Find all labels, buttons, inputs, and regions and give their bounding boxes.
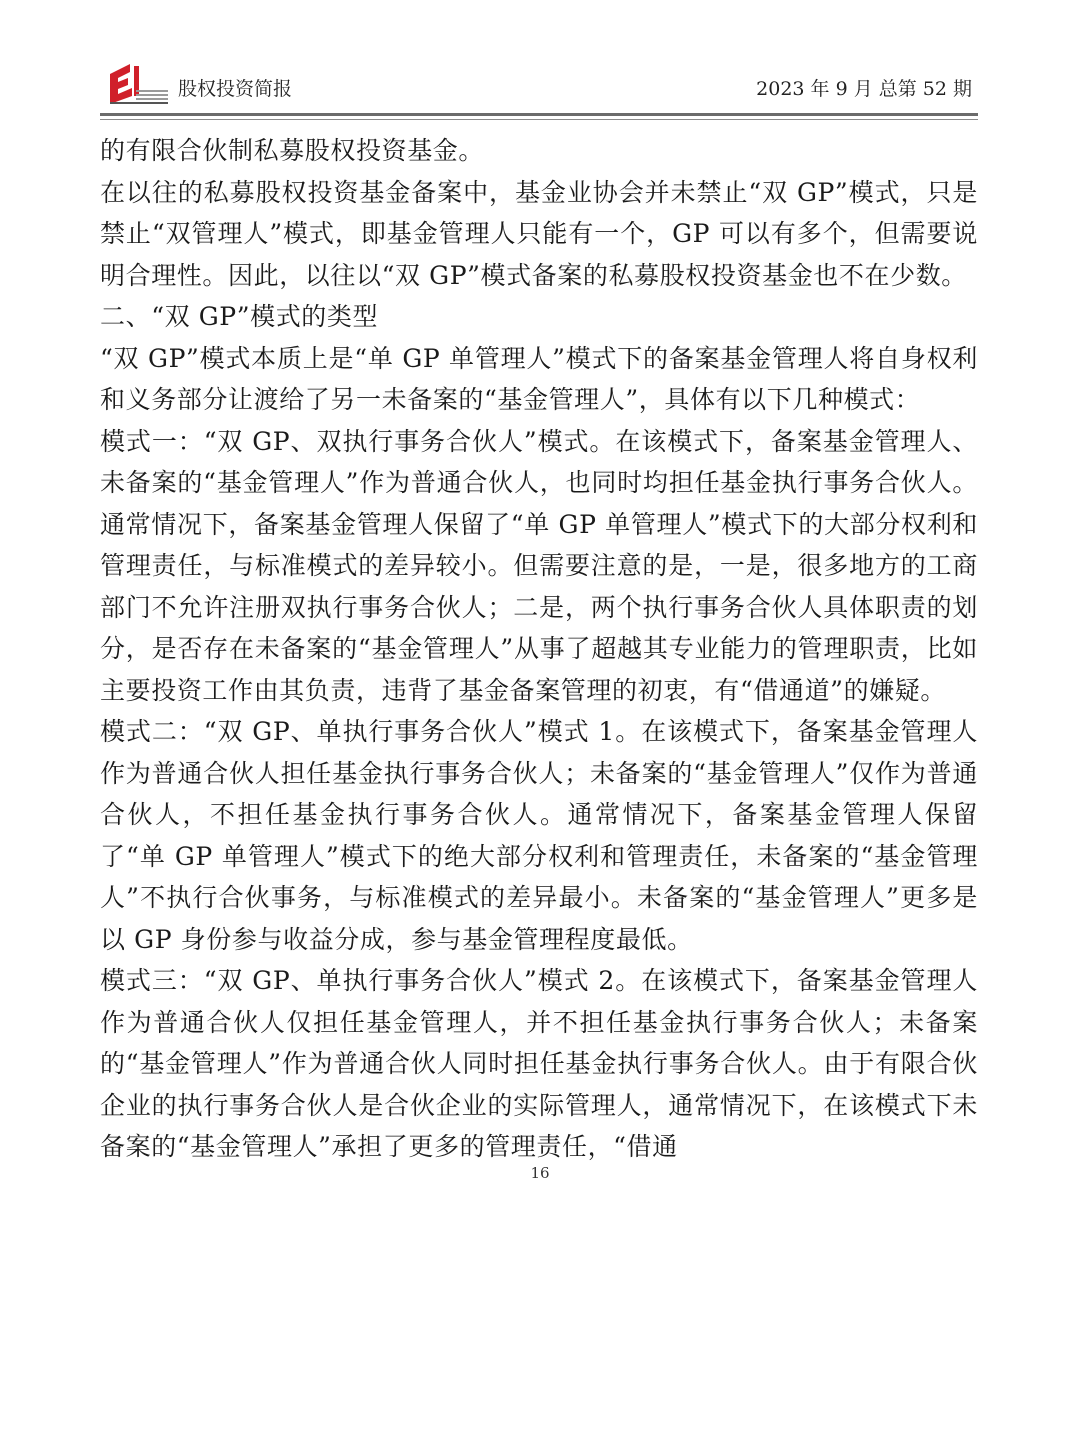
page-header: [0, 0, 1080, 130]
paragraph: “双 GP”模式本质上是“单 GP 单管理人”模式下的备案基金管理人将自身权利和义务部分让渡给了另一未备案的“基金管理人”，具体有以下几种模式：: [100, 343, 978, 414]
paragraph-mode-two: 模式二：“双 GP、单执行事务合伙人”模式 1。在该模式下，备案基金管理人作为普通合伙人担任基金执行事务合伙人；未备案的“基金管理人”仅作为普通合伙人，不担任基金执行事务合伙人。通常情况下，备案基金管理人保留了“单 GP 单管理人”模式下的绝大部分权利和管理责任，未备案的“基金管理人”不执行合伙事务，与标准模式的差异最小。未备案的“基金管理人”更多是以 GP 身份参与收益分成，参与基金管理程度最低。: [100, 717, 978, 954]
header-rule-thick: [100, 113, 978, 116]
paragraph-mode-three: 模式三：“双 GP、单执行事务合伙人”模式 2。在该模式下，备案基金管理人作为普通合伙人仅担任基金管理人，并不担任基金执行事务合伙人；未备案的“基金管理人”作为普通合伙人同时担任基金执行事务合伙人。由于有限合伙企业的执行事务合伙人是合伙企业的实际管理人，通常情况下，在该模式下未备案的“基金管理人”承担了更多的管理责任，“借通: [100, 966, 978, 1161]
association-logo: [108, 60, 170, 106]
header-rule-thin: [100, 119, 978, 120]
publication-title: 股权投资简报: [178, 78, 293, 100]
article-body: [100, 130, 978, 1168]
page-number: 16: [530, 1164, 550, 1182]
paragraph: 在以往的私募股权投资基金备案中，基金业协会并未禁止“双 GP”模式，只是禁止“双管理人”模式，即基金管理人只能有一个，GP 可以有多个，但需要说明合理性。因此，以往以“双 GP”模式备案的私募股权投资基金也不在少数。: [100, 177, 978, 290]
section-heading: 二、“双 GP”模式的类型: [100, 302, 379, 331]
paragraph-mode-one: 模式一：“双 GP、双执行事务合伙人”模式。在该模式下，备案基金管理人、未备案的“基金管理人”作为普通合伙人，也同时均担任基金执行事务合伙人。通常情况下，备案基金管理人保留了“单 GP 单管理人”模式下的大部分权利和管理责任，与标准模式的差异较小。但需要注意的是，一是，很多地方的工商部门不允许注册双执行事务合伙人；二是，两个执行事务合伙人具体职责的划分，是否存在未备案的“基金管理人”从事了超越其专业能力的管理职责，比如主要投资工作由其负责，违背了基金备案管理的初衷，有“借通道”的嫌疑。: [100, 426, 978, 705]
paragraph: 的有限合伙制私募股权投资基金。: [100, 136, 485, 165]
issue-info: 2023 年 9 月 总第 52 期: [756, 78, 972, 100]
